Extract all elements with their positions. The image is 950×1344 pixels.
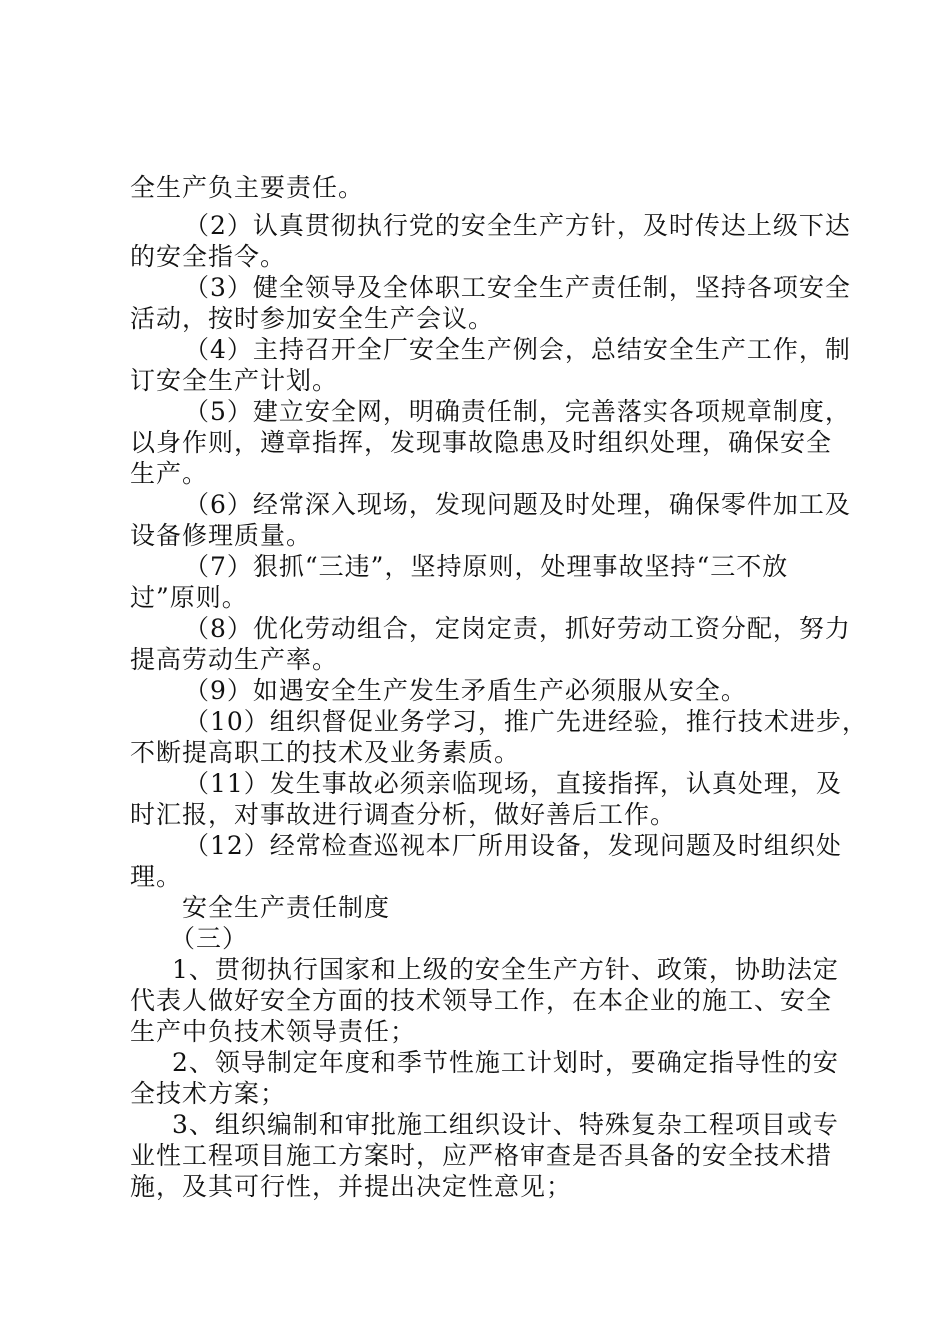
text-line: （8）优化劳动组合，定岗定责，抓好劳动工资分配，努力 bbox=[184, 614, 851, 643]
text-line: 的安全指令。 bbox=[130, 242, 287, 271]
text-line: （3）健全领导及全体职工安全生产责任制，坚持各项安全 bbox=[184, 273, 851, 302]
section-subtitle: （三） bbox=[170, 924, 249, 953]
text-line: （7）狠抓“三违”，坚持原则，处理事故坚持“三不放 bbox=[184, 552, 789, 581]
text-line: 理。 bbox=[130, 862, 183, 891]
text-line: 时汇报，对事故进行调查分析，做好善后工作。 bbox=[130, 800, 677, 829]
text-line: 全技术方案； bbox=[130, 1079, 287, 1108]
section-title: 安全生产责任制度 bbox=[182, 893, 391, 922]
text-line: 活动，按时参加安全生产会议。 bbox=[130, 304, 495, 333]
text-line: （10）组织督促业务学习，推广先进经验，推行技术进步， bbox=[184, 707, 868, 736]
text-line: （9）如遇安全生产发生矛盾生产必须服从安全。 bbox=[184, 676, 747, 705]
text-line: 生产中负技术领导责任； bbox=[130, 1017, 417, 1046]
text-line: （5）建立安全网，明确责任制，完善落实各项规章制度， bbox=[184, 397, 851, 426]
text-line: 施，及其可行性，并提出决定性意见； bbox=[130, 1172, 573, 1201]
text-line: 1、贯彻执行国家和上级的安全生产方针、政策，协助法定 bbox=[172, 955, 839, 984]
text-line: 生产。 bbox=[130, 459, 209, 488]
text-line: 订安全生产计划。 bbox=[130, 366, 339, 395]
text-line: 代表人做好安全方面的技术领导工作，在本企业的施工、安全 bbox=[130, 986, 833, 1015]
text-line: （6）经常深入现场，发现问题及时处理，确保零件加工及 bbox=[184, 490, 851, 519]
text-line: （12）经常检查巡视本厂所用设备，发现问题及时组织处 bbox=[184, 831, 842, 860]
text-line: （4）主持召开全厂安全生产例会，总结安全生产工作，制 bbox=[184, 335, 851, 364]
text-line: 3、组织编制和审批施工组织设计、特殊复杂工程项目或专 bbox=[172, 1110, 839, 1139]
text-line: 全生产负主要责任。 bbox=[130, 173, 365, 202]
text-line: 设备修理质量。 bbox=[130, 521, 313, 550]
text-line: （11）发生事故必须亲临现场，直接指挥，认真处理，及 bbox=[184, 769, 842, 798]
text-line: 业性工程项目施工方案时，应严格审查是否具备的安全技术措 bbox=[130, 1141, 833, 1170]
text-line: （2）认真贯彻执行党的安全生产方针，及时传达上级下达 bbox=[184, 211, 851, 240]
text-line: 过”原则。 bbox=[130, 583, 248, 612]
text-line: 不断提高职工的技术及业务素质。 bbox=[130, 738, 521, 767]
text-line: 2、领导制定年度和季节性施工计划时，要确定指导性的安 bbox=[172, 1048, 839, 1077]
text-line: 提高劳动生产率。 bbox=[130, 645, 339, 674]
text-line: 以身作则，遵章指挥，发现事故隐患及时组织处理，确保安全 bbox=[130, 428, 833, 457]
